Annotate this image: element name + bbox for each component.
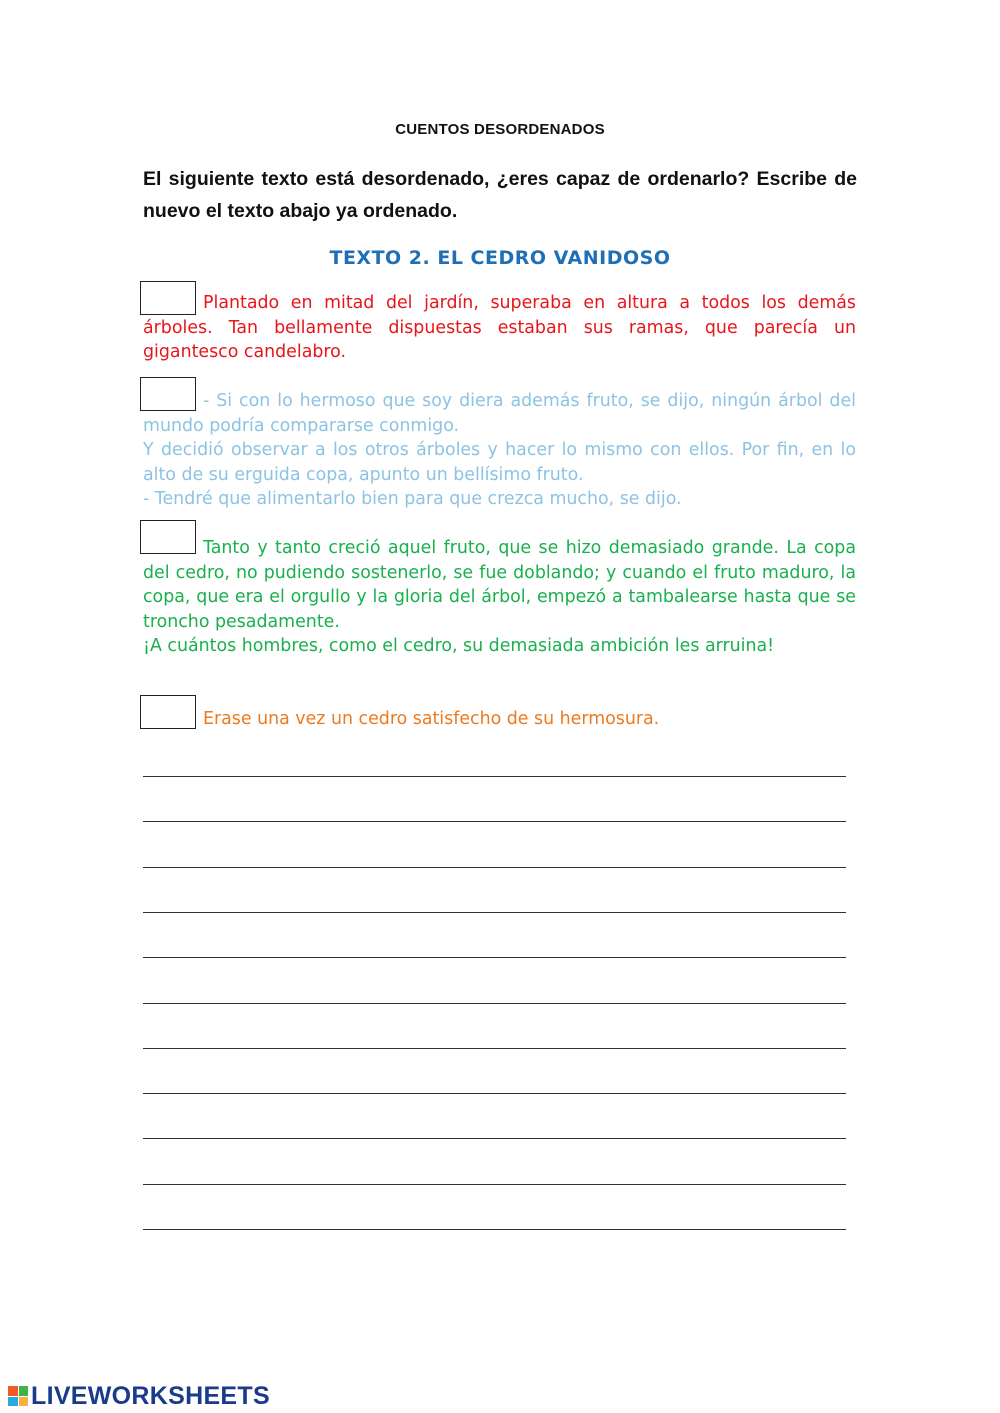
instruction-text: El siguiente texto está desordenado, ¿eres capaz de ordenarlo? Escribe de nuevo el texto abajo ya ordenado.: [143, 168, 857, 222]
logo-blocks-icon: [8, 1386, 28, 1406]
fragment-line: Y decidió observar a los otros árboles y hacer lo mismo con ellos. Por fin, en lo alto de su erguida copa, apunto un bellísimo fruto.: [143, 440, 856, 485]
logo-text: LIVEWORKSHEETS: [31, 1381, 270, 1410]
fragment-line: ¡A cuántos hombres, como el cedro, su demasiada ambición les arruina!: [143, 636, 775, 656]
fragment-line: - Si con lo hermoso que soy diera además fruto, se dijo, ningún árbol del mundo podría compararse conmigo.: [143, 391, 856, 436]
writing-line[interactable]: [143, 1093, 846, 1094]
liveworksheets-logo: [8, 1382, 270, 1410]
fragment-line: Plantado en mitad del jardín, superaba en altura a todos los demás árboles. Tan bellamente dispuestas estaban sus ramas, que parecía un gigantesco candelabro.: [143, 293, 856, 362]
writing-line[interactable]: [143, 1003, 846, 1004]
fragment-line: Erase una vez un cedro satisfecho de su hermosura.: [203, 709, 660, 729]
logo-block: [8, 1386, 18, 1396]
worksheet-heading: CUENTOS DESORDENADOS: [395, 121, 605, 138]
fragment-line: - Tendré que alimentarlo bien para que crezca mucho, se dijo.: [143, 489, 682, 509]
writing-line[interactable]: [143, 821, 846, 822]
writing-line[interactable]: [143, 957, 846, 958]
fragment-line: Tanto y tanto creció aquel fruto, que se hizo demasiado grande. La copa del cedro, no pudiendo sostenerlo, se fue doblando; y cuando el fruto maduro, la copa, que era el orgullo y la gloria del árbol, empezó a tambalearse hasta que se troncho pesadamente.: [143, 538, 856, 632]
writing-line[interactable]: [143, 1048, 846, 1049]
writing-line[interactable]: [143, 867, 846, 868]
writing-line[interactable]: [143, 912, 846, 913]
writing-line[interactable]: [143, 1138, 846, 1139]
story-fragment-2: [143, 389, 856, 512]
writing-line[interactable]: [143, 1184, 846, 1185]
story-fragment-4: [143, 707, 856, 732]
logo-block: [8, 1397, 18, 1407]
story-fragment-3: [143, 536, 856, 659]
writing-line[interactable]: [143, 1229, 846, 1230]
story-fragment-1: [143, 291, 856, 365]
writing-line[interactable]: [143, 776, 846, 777]
logo-block: [19, 1397, 29, 1407]
logo-block: [19, 1386, 29, 1396]
story-title: TEXTO 2. EL CEDRO VANIDOSO: [329, 247, 671, 269]
